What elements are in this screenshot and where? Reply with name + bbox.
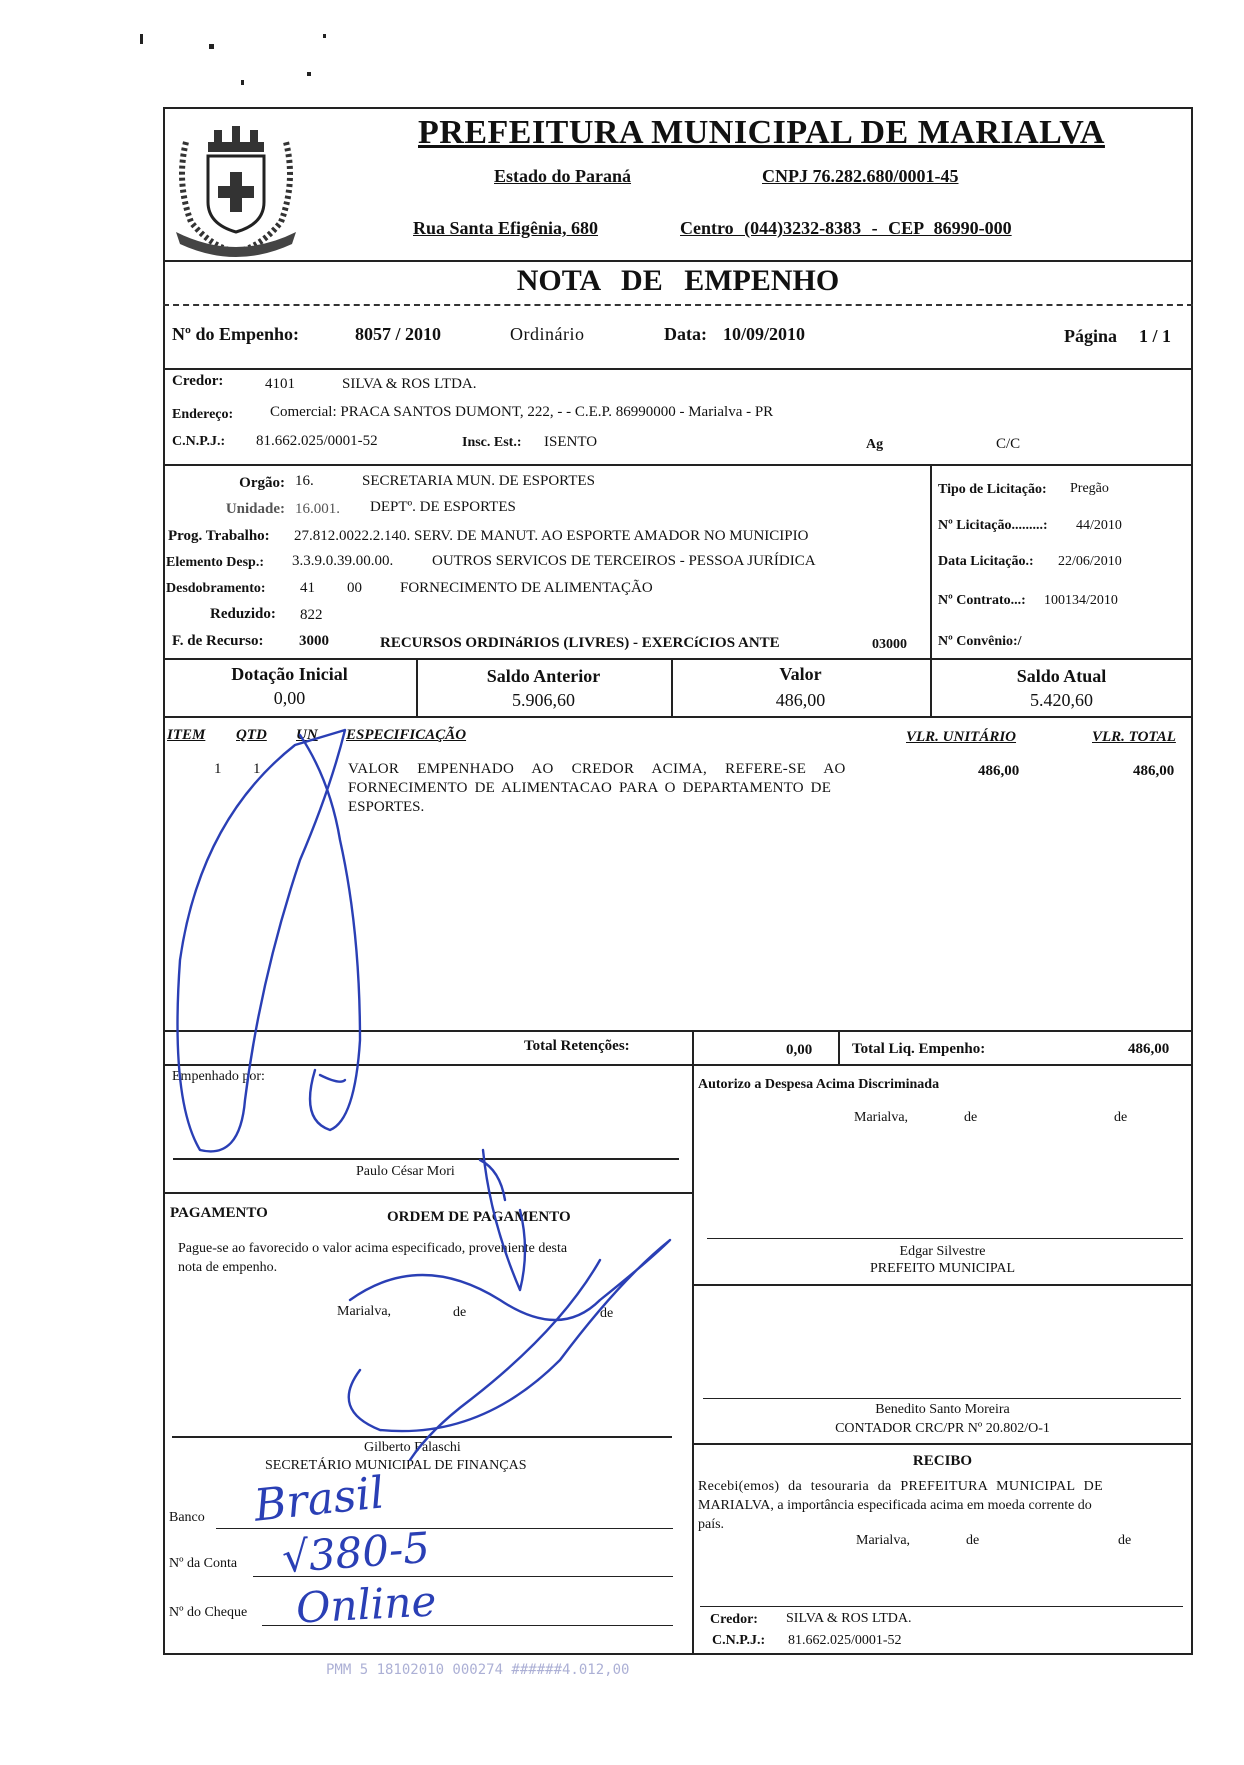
licitacao-data-label: Data Licitação.: xyxy=(938,554,1034,569)
ordem-de1: de xyxy=(453,1305,467,1320)
cc-label: C/C xyxy=(996,436,1021,452)
unidade-label: Unidade: xyxy=(225,501,285,517)
prog-label: Prog. Trabalho: xyxy=(168,528,270,544)
orgao-label: Orgão: xyxy=(239,475,285,491)
insc-label: Insc. Est.: xyxy=(462,435,522,450)
credor-address: Comercial: PRACA SANTOS DUMONT, 222, - - C.E.P. 86990000 - Marialva - PR xyxy=(270,404,774,420)
credor-code: 4101 xyxy=(265,376,295,392)
orgao-name: SECRETARIA MUN. DE ESPORTES xyxy=(362,473,595,489)
street-address: Rua Santa Efigênia, 680 xyxy=(413,218,599,238)
elemento-name: OUTROS SERVICOS DE TERCEIROS - PESSOA JURÍDICA xyxy=(432,553,816,569)
ordem-text-1: Pague-se ao favorecido o valor acima especificado, proveniente desta xyxy=(178,1241,568,1256)
retencoes-label: Total Retenções: xyxy=(524,1038,630,1054)
recibo-de2: de xyxy=(1118,1533,1132,1548)
recibo-credor-label: Credor: xyxy=(710,1612,758,1627)
recibo-text-3: país. xyxy=(698,1517,725,1532)
contrato-label: Nº Contrato...: xyxy=(938,593,1026,608)
valor-value: 486,00 xyxy=(775,690,826,710)
row-item: 1 xyxy=(214,761,222,777)
licitacao-num: 44/2010 xyxy=(1076,518,1122,533)
reduzido-value: 822 xyxy=(300,607,323,623)
row-spec-line1: VALOR EMPENHADO AO CREDOR ACIMA, REFERE-SE AO xyxy=(348,761,846,777)
cnpj-label: C.N.P.J.: xyxy=(172,434,226,449)
liq-label: Total Liq. Empenho: xyxy=(852,1041,986,1057)
autorizo-de1: de xyxy=(964,1110,978,1125)
state-name: Estado do Paraná xyxy=(494,166,632,186)
liq-value: 486,00 xyxy=(1128,1041,1170,1057)
elemento-code: 3.3.9.0.39.00.00. xyxy=(292,553,394,569)
col-total-value: VLR. TOTAL xyxy=(1092,729,1176,745)
recurso-code: 3000 xyxy=(299,633,329,649)
secretario-name: Gilberto Falaschi xyxy=(364,1440,461,1455)
cheque-handwritten: Online xyxy=(294,1576,438,1633)
ordem-place: Marialva, xyxy=(337,1304,392,1319)
processing-stamp: PMM 5 18102010 000274 ######4.012,00 xyxy=(326,1662,630,1678)
saldo-anterior-label: Saldo Anterior xyxy=(486,666,601,686)
ordem-de2: de xyxy=(600,1306,614,1321)
ordem-label: ORDEM DE PAGAMENTO xyxy=(387,1209,571,1225)
licitacao-tipo-label: Tipo de Licitação: xyxy=(938,482,1047,497)
col-unit-value: VLR. UNITÁRIO xyxy=(906,729,1017,745)
prefeitura-title: PREFEITURA MUNICIPAL DE MARIALVA xyxy=(418,114,1105,151)
licitacao-data: 22/06/2010 xyxy=(1058,554,1122,569)
saldo-anterior-value: 5.906,60 xyxy=(512,690,575,710)
dotacao-label: Dotação Inicial xyxy=(231,664,348,684)
desdobramento-code: 41 xyxy=(300,580,315,596)
address-label: Endereço: xyxy=(172,407,234,422)
prog-value: 27.812.0022.2.140. SERV. DE MANUT. AO ESPORTE AMADOR NO MUNICIPIO xyxy=(294,528,809,544)
ag-label: Ag xyxy=(866,437,884,452)
retencoes-value: 0,00 xyxy=(786,1042,813,1058)
empenhado-name: Paulo César Mori xyxy=(356,1164,455,1179)
recibo-credor: SILVA & ROS LTDA. xyxy=(786,1611,912,1626)
col-spec: ESPECIFICAÇÃO xyxy=(346,727,467,743)
prefeito-name: Edgar Silvestre xyxy=(899,1244,986,1259)
recurso-number: 03000 xyxy=(872,637,907,652)
row-spec-line2: FORNECIMENTO DE ALIMENTACAO PARA O DEPARTAMENTO DE xyxy=(348,780,832,796)
date-label: Data: xyxy=(664,324,707,344)
elemento-label: Elemento Desp.: xyxy=(166,555,264,570)
document-title: NOTA DE EMPENHO xyxy=(516,264,840,297)
contador-name: Benedito Santo Moreira xyxy=(875,1402,1010,1417)
convenio-label: Nº Convênio:/ xyxy=(938,634,1022,649)
ordem-text-2: nota de empenho. xyxy=(178,1260,278,1275)
col-item: ITEM xyxy=(167,727,206,743)
unidade-name: DEPTº. DE ESPORTES xyxy=(370,499,516,515)
empenho-type: Ordinário xyxy=(510,324,585,344)
empenho-number-label: Nº do Empenho: xyxy=(172,324,299,344)
recibo-cnpj: 81.662.025/0001-52 xyxy=(788,1633,902,1648)
licitacao-tipo: Pregão xyxy=(1070,481,1109,496)
recibo-text-2: MARIALVA, a importância especificada acima em moeda corrente do xyxy=(698,1498,1092,1513)
licitacao-num-label: Nº Licitação.........: xyxy=(938,518,1048,533)
banco-label: Banco xyxy=(169,1510,205,1525)
insc-value: ISENTO xyxy=(544,434,598,450)
orgao-code: 16. xyxy=(295,473,314,489)
valor-label: Valor xyxy=(779,664,822,684)
recibo-cnpj-label: C.N.P.J.: xyxy=(712,1633,766,1648)
recibo-place: Marialva, xyxy=(856,1533,911,1548)
contador-title: CONTADOR CRC/PR Nº 20.802/O-1 xyxy=(835,1421,1050,1436)
row-unit-value: 486,00 xyxy=(978,763,1020,779)
desdobramento-label: Desdobramento: xyxy=(166,581,266,596)
autorizo-text: Autorizo a Despesa Acima Discriminada xyxy=(698,1077,940,1092)
empenhado-label: Empenhado por: xyxy=(172,1069,265,1084)
banco-handwritten: Brasil xyxy=(251,1467,387,1532)
unidade-code: 16.001. xyxy=(295,501,340,517)
recibo-title: RECIBO xyxy=(912,1453,973,1469)
desdobramento-sub: 00 xyxy=(347,580,362,596)
cheque-label: Nº do Cheque xyxy=(169,1605,248,1620)
recurso-label: F. de Recurso: xyxy=(172,633,264,649)
credor-name: SILVA & ROS LTDA. xyxy=(342,376,477,392)
autorizo-de2: de xyxy=(1114,1110,1128,1125)
empenho-number: 8057 / 2010 xyxy=(355,324,442,344)
row-total-value: 486,00 xyxy=(1133,763,1175,779)
dotacao-value: 0,00 xyxy=(273,688,306,708)
row-spec-line3: ESPORTES. xyxy=(348,799,425,815)
row-qtd: 1 xyxy=(253,761,261,777)
col-qtd: QTD xyxy=(236,727,267,743)
recibo-de1: de xyxy=(966,1533,980,1548)
col-un: UN xyxy=(296,727,318,743)
reduzido-label: Reduzido: xyxy=(210,606,276,622)
conta-label: Nº da Conta xyxy=(169,1556,238,1571)
credor-cnpj: 81.662.025/0001-52 xyxy=(256,433,378,449)
contrato-value: 100134/2010 xyxy=(1044,593,1118,608)
recibo-text-1: Recebi(emos) da tesouraria da PREFEITURA MUNICIPAL DE xyxy=(698,1479,1103,1494)
contact-info: Centro (044)3232-8383 - CEP 86990-000 xyxy=(680,218,1012,238)
prefeitura-cnpj: CNPJ 76.282.680/0001-45 xyxy=(762,166,959,186)
desdobramento-name: FORNECIMENTO DE ALIMENTAÇÃO xyxy=(400,580,653,596)
prefeito-title: PREFEITO MUNICIPAL xyxy=(869,1261,1016,1276)
autorizo-place: Marialva, xyxy=(854,1110,909,1125)
pagamento-label: PAGAMENTO xyxy=(170,1205,268,1221)
page-number: 1 / 1 xyxy=(1139,326,1172,346)
saldo-atual-value: 5.420,60 xyxy=(1030,690,1093,710)
credor-label: Credor: xyxy=(172,373,224,389)
secretario-title: SECRETÁRIO MUNICIPAL DE FINANÇAS xyxy=(265,1458,527,1473)
conta-handwritten: √380-5 xyxy=(280,1522,432,1583)
page-label: Página xyxy=(1064,326,1118,346)
empenho-date: 10/09/2010 xyxy=(723,324,806,344)
recurso-name: RECURSOS ORDINáRIOS (LIVRES) - EXERCíCIOS ANTE xyxy=(380,635,780,651)
saldo-atual-label: Saldo Atual xyxy=(1016,666,1107,686)
